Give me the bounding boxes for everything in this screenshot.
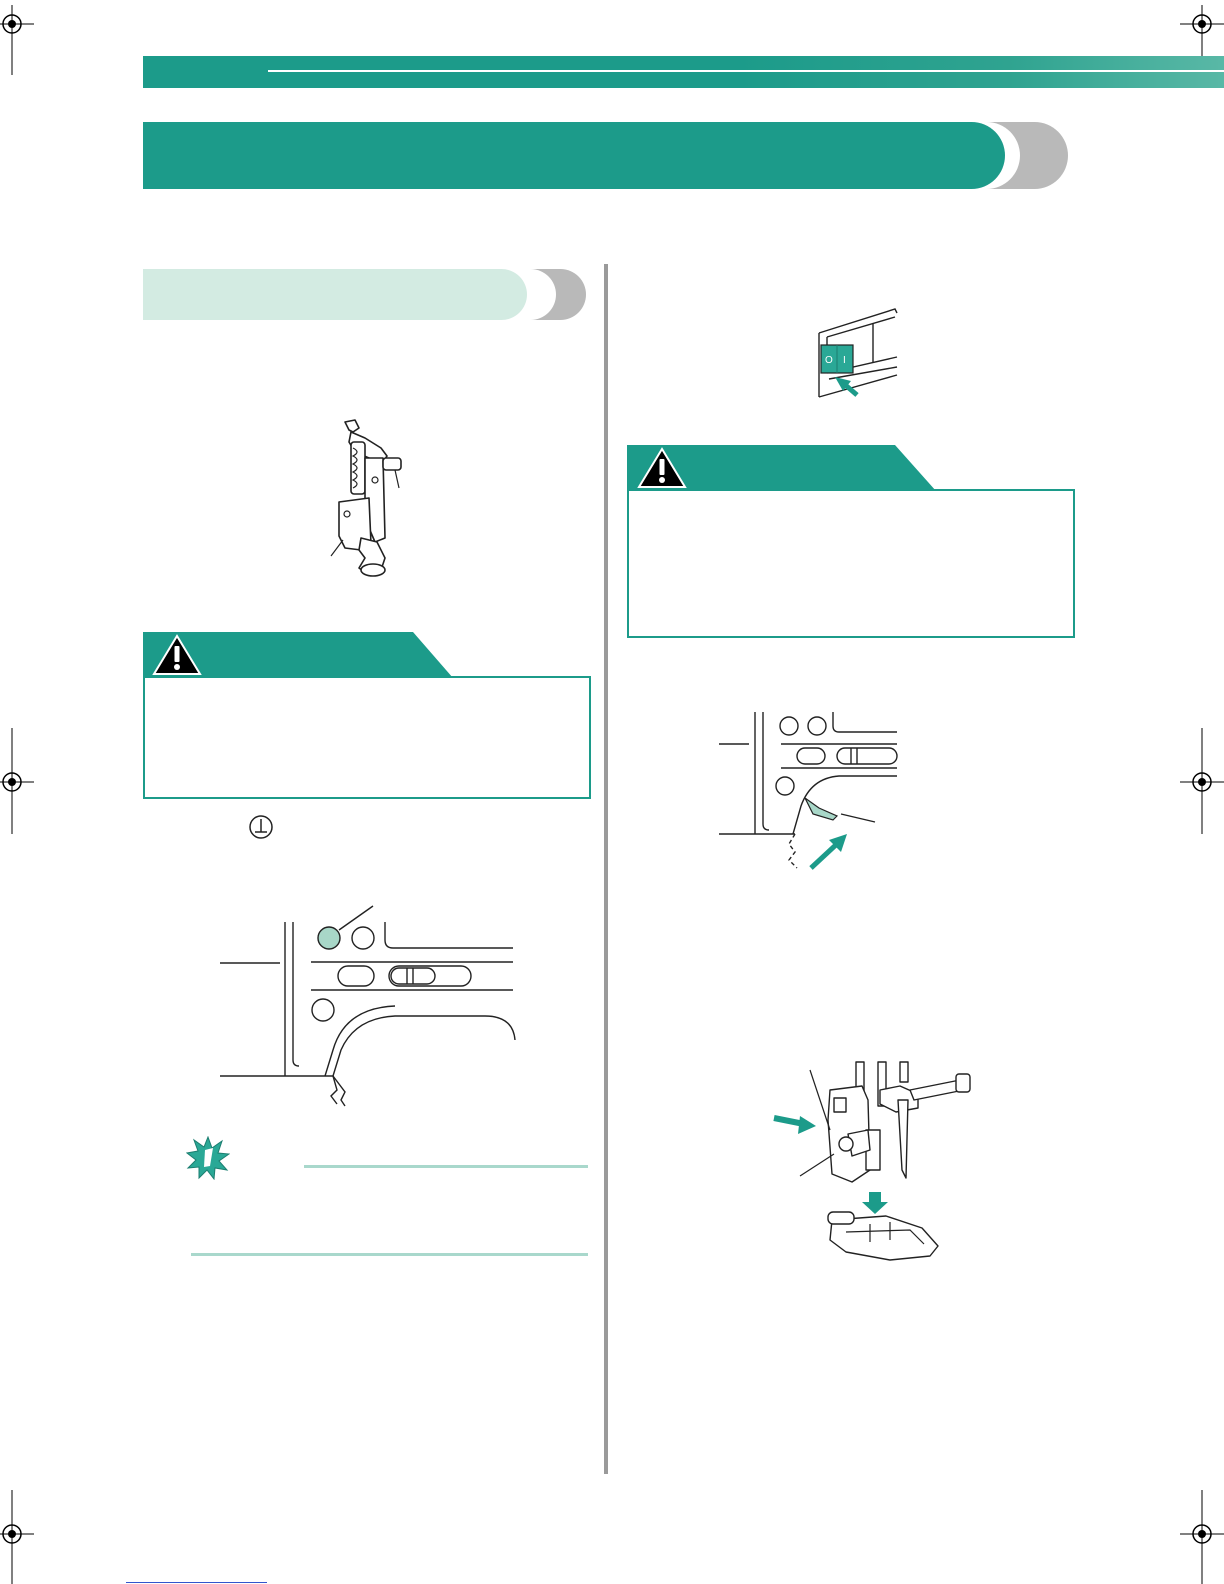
column-divider	[604, 264, 608, 1474]
power-off-label: O	[825, 355, 833, 366]
subsection-title-bar	[143, 269, 527, 320]
power-on-label: I	[843, 355, 846, 366]
header-band	[143, 56, 1224, 88]
registration-mark-icon	[1180, 1490, 1224, 1584]
note-starburst-icon	[186, 1136, 230, 1180]
registration-mark-icon	[1180, 728, 1224, 834]
presser-foot-holder-illustration	[325, 418, 405, 580]
registration-mark-icon	[0, 1490, 34, 1584]
presser-foot-lever-illustration	[715, 706, 900, 870]
caution-box	[627, 489, 1075, 638]
header-band-line	[268, 70, 1224, 72]
needle-position-symbol-icon	[248, 814, 274, 840]
caution-box	[143, 676, 591, 799]
warning-triangle-icon	[637, 447, 687, 489]
warning-triangle-icon	[152, 634, 202, 676]
registration-mark-icon	[0, 728, 34, 834]
note-divider-top	[304, 1165, 588, 1168]
presser-foot-attach-illustration	[770, 1060, 980, 1266]
note-divider-bottom	[191, 1253, 588, 1256]
registration-mark-icon	[0, 5, 34, 75]
needle-position-panel-illustration	[215, 900, 525, 1110]
power-switch-illustration	[815, 305, 905, 400]
section-title-bar	[143, 122, 1005, 189]
footer-link-line	[126, 1582, 267, 1583]
